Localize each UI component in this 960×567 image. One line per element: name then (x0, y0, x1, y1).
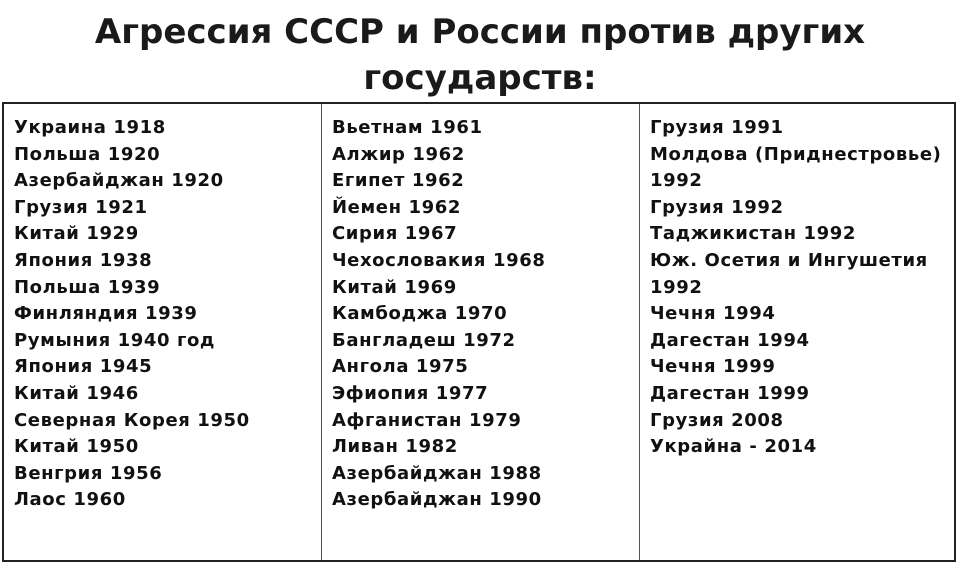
list-item: Румыния 1940 год (14, 329, 216, 351)
list-item: Дагестан 1999 (650, 382, 810, 404)
list-item: Грузия 1991 (650, 117, 784, 138)
list-item: Ливан 1982 (332, 436, 458, 458)
list-item: 1992 (650, 170, 703, 192)
list-item: Йемен 1962 (332, 196, 461, 218)
list-item: Чехословакия 1968 (332, 249, 546, 271)
list-item: Эфиопия 1977 (332, 382, 489, 404)
list-item: Китай 1946 (14, 382, 139, 404)
list-item: Бангладеш 1972 (332, 329, 516, 351)
list-item: Грузия 2008 (650, 409, 784, 431)
list-item: Вьетнам 1961 (332, 117, 483, 138)
list-item: Ангола 1975 (332, 356, 469, 378)
list-item: Северная Корея 1950 (14, 409, 250, 431)
list-item: Афганистан 1979 (332, 409, 522, 431)
list-item: Молдова (Приднестровье) (650, 143, 942, 165)
list-item: Финляндия 1939 (14, 303, 198, 325)
list-item: 1992 (650, 276, 703, 298)
list-item: Китай 1969 (332, 276, 457, 298)
title-area (0, 0, 960, 100)
aggression-list-table (2, 102, 956, 562)
list-item: Грузия 1921 (14, 196, 148, 218)
list-item: Украйна - 2014 (650, 436, 817, 458)
list-item: Япония 1945 (14, 356, 153, 378)
list-item: Китай 1950 (14, 436, 139, 458)
list-item: Чечня 1999 (650, 356, 776, 378)
list-item: Азербайджан 1988 (332, 462, 542, 484)
list-column-1 (4, 104, 322, 560)
list-column-3 (640, 104, 954, 560)
list-item: Лаос 1960 (14, 489, 126, 511)
list-item: Таджикистан 1992 (650, 223, 856, 245)
list-item: Китай 1929 (14, 223, 139, 245)
list-item: Египет 1962 (332, 170, 465, 192)
list-item: Венгрия 1956 (14, 462, 163, 484)
page-title-line-2: государств: (363, 58, 597, 98)
list-item: Сирия 1967 (332, 223, 458, 245)
list-item: Украина 1918 (14, 117, 166, 138)
list-item: Польша 1920 (14, 143, 161, 165)
list-item: Польша 1939 (14, 276, 161, 298)
page-title-line-1: Агрессия СССР и России против других (94, 12, 866, 52)
list-item: Дагестан 1994 (650, 329, 810, 351)
list-item: Азербайджан 1990 (332, 489, 542, 511)
list-item: Азербайджан 1920 (14, 170, 224, 192)
list-item: Юж. Осетия и Ингушетия (650, 249, 928, 271)
list-item: Камбоджа 1970 (332, 303, 508, 325)
list-item: Грузия 1992 (650, 196, 784, 218)
list-item: Алжир 1962 (332, 143, 465, 165)
list-item: Япония 1938 (14, 249, 153, 271)
list-column-2 (322, 104, 640, 560)
list-item: Чечня 1994 (650, 303, 776, 325)
